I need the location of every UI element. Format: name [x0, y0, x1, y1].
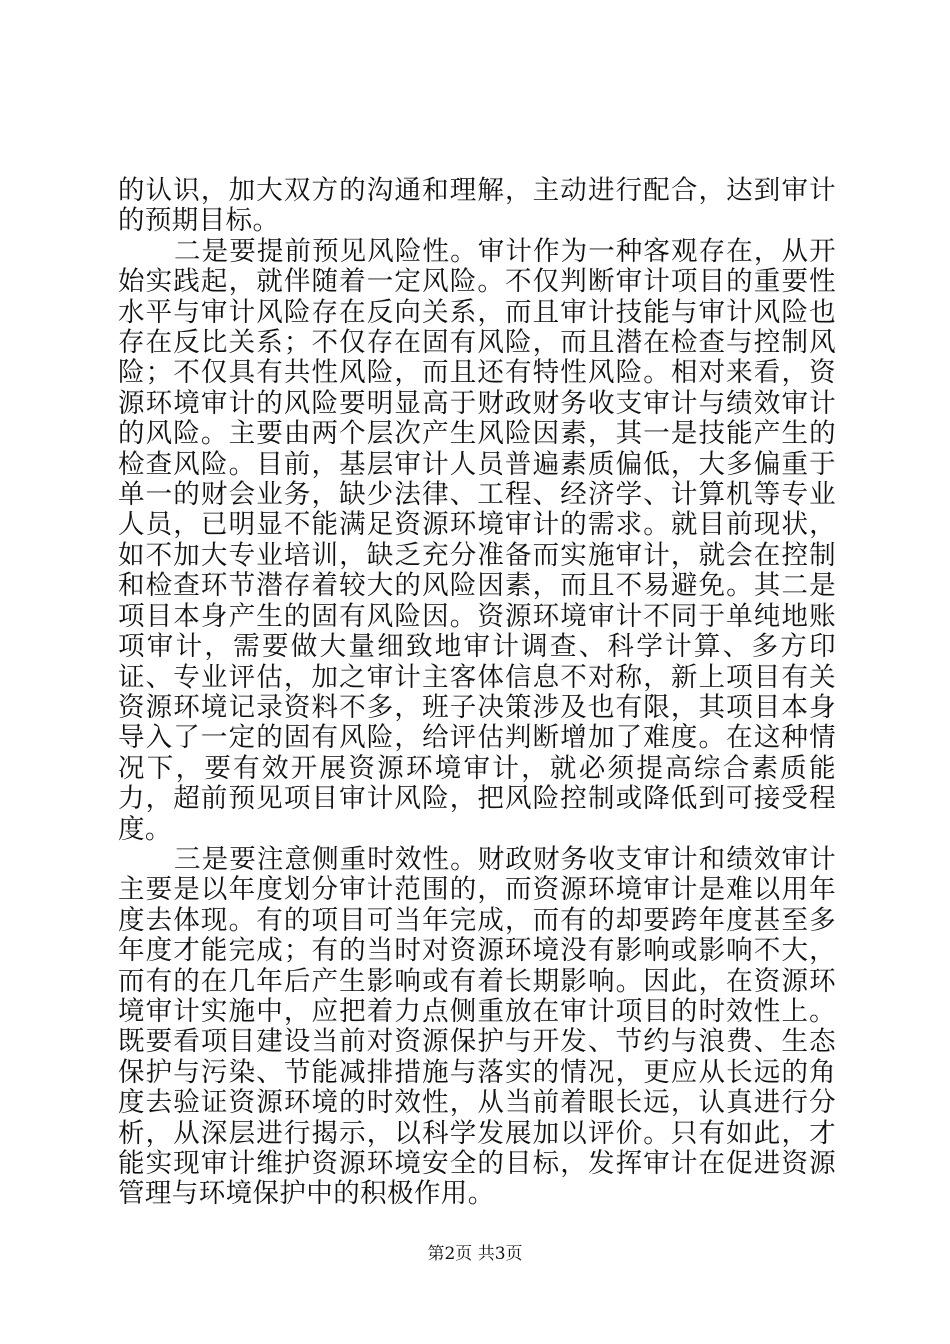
paragraph-timeliness: 三是要注意侧重时效性。财政财务收支审计和绩效审计主要是以年度划分审计范围的，而资源环境审计是难以用年度去体现。有的项目可当年完成，而有的却要跨年度甚至多年度才能完成；有的当时对资源环境没有影响或影响不大，而有的在几年后产生影响或有着长期影响。因此，在资源环境审计实施中，应把着力点侧重放在审计项目的时效性上。既要看项目建设当前对资源保护与开发、节约与浪费、生态保护与污染、节能减排措施与落实的情况，更应从长远的角度去验证资源环境的时效性，从当前着眼长远，认真进行分析，从深层进行揭示，以科学发展加以评价。只有如此，才能实现审计维护资源环境安全的目标，发挥审计在促进资源管理与环境保护中的积极作用。 [118, 843, 836, 1210]
paragraph-risk-foresight: 二是要提前预见风险性。审计作为一种客观存在，从开始实践起，就伴随着一定风险。不仅判断审计项目的重要性水平与审计风险存在反向关系，而且审计技能与审计风险也存在反比关系；不仅存在固有风险，而且潜在检查与控制风险；不仅具有共性风险，而且还有特性风险。相对来看，资源环境审计的风险要明显高于财政财务收支审计与绩效审计的风险。主要由两个层次产生风险因素，其一是技能产生的检查风险。目前，基层审计人员普遍素质偏低，大多偏重于单一的财会业务，缺少法律、工程、经济学、计算机等专业人员，已明显不能满足资源环境审计的需求。就目前现状，如不加大专业培训，缺乏充分准备而实施审计，就会在控制和检查环节潜存着较大的风险因素，而且不易避免。其二是项目本身产生的固有风险因。资源环境审计不同于单纯地账项审计，需要做大量细致地审计调查、科学计算、多方印证、专业评估，加之审计主客体信息不对称，新上项目有关资源环境记录资料不多，班子决策涉及也有限，其项目本身导入了一定的固有风险，给评估判断增加了难度。在这种情况下，要有效开展资源环境审计，就必须提高综合素质能力，超前预见项目审计风险，把风险控制或降低到可接受程度。 [118, 235, 836, 845]
document-body [118, 176, 836, 1210]
paragraph-continuation: 的认识，加大双方的沟通和理解，主动进行配合，达到审计的预期目标。 [118, 175, 836, 237]
page-number-footer: 第2页 共3页 [427, 1244, 523, 1264]
